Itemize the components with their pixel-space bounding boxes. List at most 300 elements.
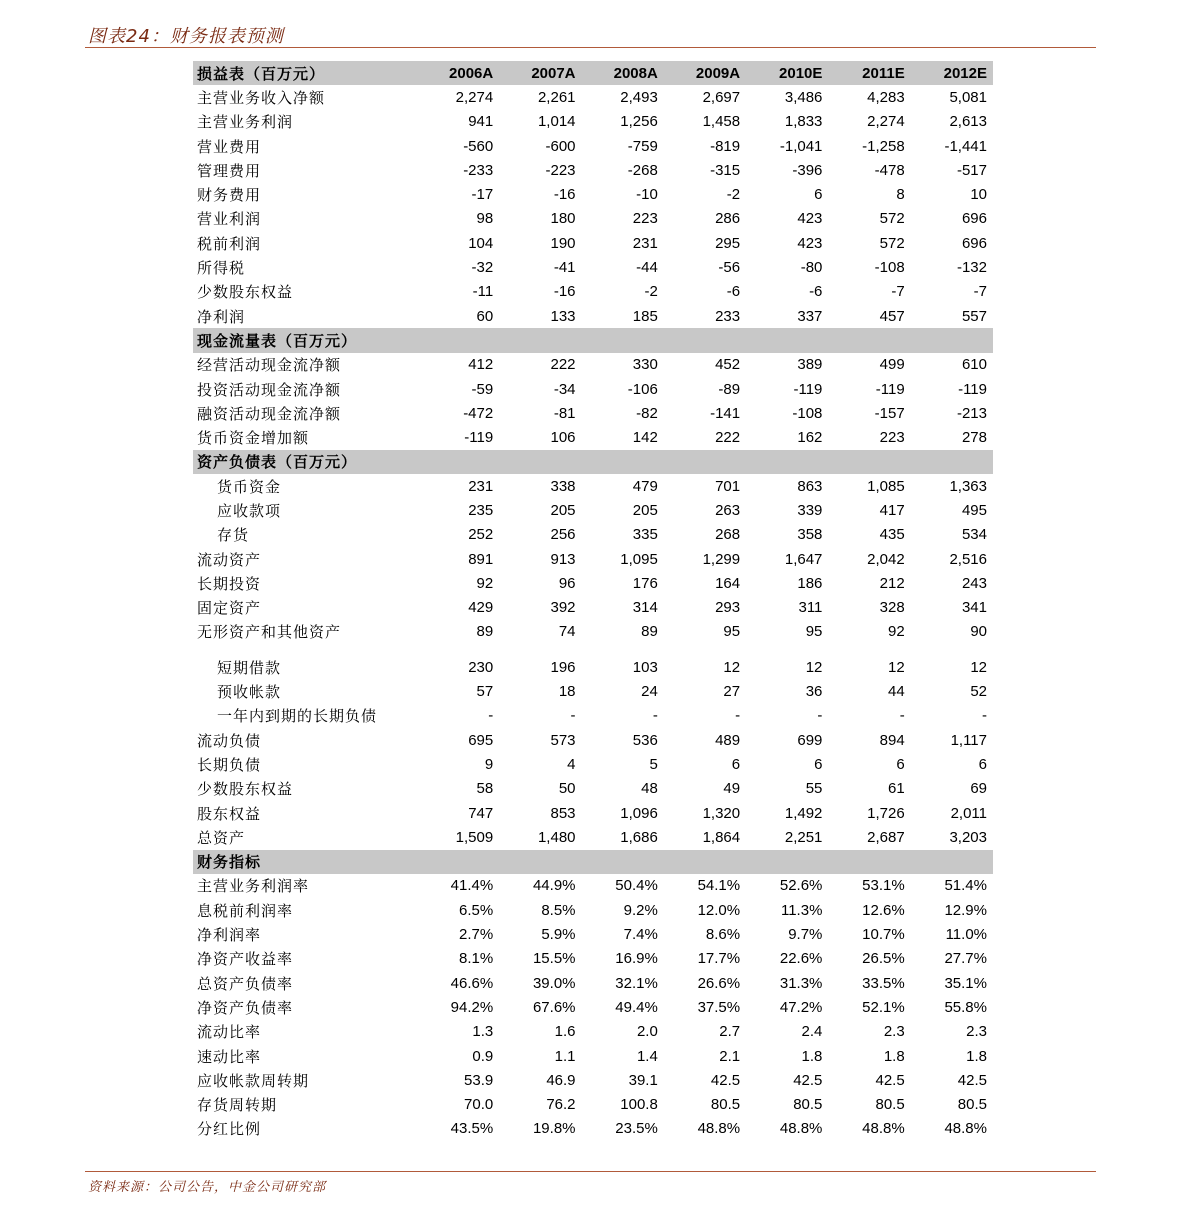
value-cell: 699 <box>797 731 823 749</box>
value-cell: 2,687 <box>867 828 905 846</box>
value-cell: - <box>817 707 823 725</box>
source-note: 资料来源：公司公告，中金公司研究部 <box>88 1180 327 1195</box>
section-title: 资产负债表（百万元） <box>197 453 358 472</box>
value-cell: 1,014 <box>537 113 576 131</box>
value-cell: 341 <box>961 599 987 617</box>
value-cell: -82 <box>636 404 658 422</box>
value-cell: 311 <box>798 599 823 617</box>
table-row <box>193 704 993 728</box>
value-cell: 22.6% <box>779 950 823 968</box>
table-row <box>193 655 993 679</box>
row-label: 经营活动现金流净额 <box>197 356 342 375</box>
value-cell: -6 <box>726 283 741 301</box>
value-cell: 50 <box>558 780 576 798</box>
table-row <box>193 182 993 206</box>
value-cell: 1,256 <box>620 113 658 131</box>
value-cell: 46.9 <box>546 1071 576 1089</box>
value-cell: 1,647 <box>784 550 823 568</box>
value-cell: -223 <box>545 161 576 179</box>
table-row <box>193 280 993 304</box>
value-cell: 6 <box>731 755 741 773</box>
table-row <box>193 85 993 109</box>
table-row <box>193 1020 993 1044</box>
value-cell: -157 <box>874 404 905 422</box>
value-cell: 39.0% <box>532 974 576 992</box>
value-cell: 268 <box>715 526 741 544</box>
value-cell: -59 <box>471 380 494 398</box>
row-label: 主营业务利润率 <box>197 877 310 896</box>
value-cell: 278 <box>961 429 987 447</box>
row-label: 主营业务利润 <box>197 113 294 132</box>
value-cell: 231 <box>468 477 494 495</box>
table-row <box>193 752 993 776</box>
value-cell: -119 <box>875 380 905 398</box>
table-row <box>193 679 993 703</box>
value-cell: 223 <box>632 210 658 228</box>
value-cell: 891 <box>468 550 494 568</box>
value-cell: 747 <box>468 804 494 822</box>
value-cell: 95 <box>723 623 741 641</box>
value-cell: 49 <box>723 780 741 798</box>
value-cell: -213 <box>956 404 987 422</box>
table-row <box>193 801 993 825</box>
value-cell: 2.3 <box>966 1023 987 1041</box>
value-cell: 205 <box>550 501 576 519</box>
value-cell: 894 <box>879 731 905 749</box>
value-cell: 11.3% <box>780 901 823 919</box>
value-cell: 52.6% <box>779 877 823 895</box>
value-cell: 94.2% <box>450 998 494 1016</box>
financial-forecast-table <box>193 61 993 1141</box>
year-header-cell: 2010E <box>779 64 823 82</box>
value-cell: 164 <box>715 574 741 592</box>
value-cell: 44.9% <box>532 877 576 895</box>
row-label: 流动比率 <box>197 1023 262 1042</box>
value-cell: 286 <box>715 210 741 228</box>
year-header-cell: 2007A <box>531 64 576 82</box>
value-cell: 76.2 <box>546 1096 576 1114</box>
value-cell: 103 <box>632 658 658 676</box>
table-row <box>193 922 993 946</box>
value-cell: 47.2% <box>779 998 823 1016</box>
value-cell: 479 <box>632 477 658 495</box>
value-cell: 573 <box>550 731 576 749</box>
value-cell: 230 <box>468 658 494 676</box>
value-cell: 231 <box>632 234 658 252</box>
value-cell: 1,096 <box>620 804 658 822</box>
table-row <box>193 947 993 971</box>
value-cell: 60 <box>476 307 494 325</box>
value-cell: -119 <box>464 429 494 447</box>
value-cell: 2.7 <box>719 1023 741 1041</box>
value-cell: 55 <box>805 780 823 798</box>
value-cell: 1,085 <box>867 477 905 495</box>
value-cell: 423 <box>797 234 823 252</box>
value-cell: -41 <box>553 259 576 277</box>
value-cell: 358 <box>797 526 823 544</box>
row-label: 应收帐款周转期 <box>197 1071 310 1090</box>
row-label: 货币资金增加额 <box>197 429 310 448</box>
value-cell: 412 <box>468 356 494 374</box>
value-cell: 1,299 <box>702 550 741 568</box>
value-cell: 1,726 <box>867 804 905 822</box>
value-cell: 9.2% <box>623 901 658 919</box>
value-cell: 52 <box>970 683 987 701</box>
table-row <box>193 596 993 620</box>
table-row <box>193 425 993 449</box>
value-cell: -315 <box>710 161 741 179</box>
section-title: 财务指标 <box>197 853 262 872</box>
table-row <box>193 110 993 134</box>
value-cell: -44 <box>636 259 658 277</box>
value-cell: 98 <box>476 210 494 228</box>
value-cell: 610 <box>961 356 987 374</box>
value-cell: 0.9 <box>472 1047 494 1065</box>
value-cell: 3,203 <box>949 828 987 846</box>
value-cell: 42.5 <box>710 1071 741 1089</box>
value-cell: 95 <box>805 623 823 641</box>
value-cell: 104 <box>468 234 494 252</box>
value-cell: 52.1% <box>862 998 905 1016</box>
row-label: 应收款项 <box>217 501 282 520</box>
row-label: 主营业务收入净额 <box>197 88 326 107</box>
section-header <box>193 450 993 474</box>
row-label: 营业利润 <box>197 210 262 229</box>
value-cell: 180 <box>550 210 576 228</box>
value-cell: 853 <box>550 804 576 822</box>
value-cell: - <box>652 707 658 725</box>
table-row <box>193 523 993 547</box>
value-cell: 5 <box>649 755 658 773</box>
top-divider <box>85 47 1096 48</box>
value-cell: 6 <box>896 755 905 773</box>
value-cell: 7.4% <box>623 926 658 944</box>
value-cell: 27.7% <box>944 950 987 968</box>
value-cell: -560 <box>463 137 494 155</box>
value-cell: 58 <box>476 780 494 798</box>
value-cell: 10.7% <box>862 926 905 944</box>
value-cell: 1,480 <box>537 828 576 846</box>
value-cell: 51.4% <box>944 877 987 895</box>
value-cell: 495 <box>961 501 987 519</box>
value-cell: 1,509 <box>455 828 494 846</box>
value-cell: 133 <box>550 307 576 325</box>
value-cell: 223 <box>879 429 905 447</box>
value-cell: 2,493 <box>620 88 658 106</box>
value-cell: 423 <box>797 210 823 228</box>
value-cell: 57 <box>476 683 494 701</box>
value-cell: 335 <box>632 526 658 544</box>
value-cell: 337 <box>797 307 823 325</box>
value-cell: 489 <box>715 731 741 749</box>
section-header <box>193 328 993 352</box>
value-cell: 2,042 <box>867 550 905 568</box>
value-cell: 701 <box>715 477 741 495</box>
table-row <box>193 377 993 401</box>
value-cell: -81 <box>553 404 576 422</box>
table-row <box>193 777 993 801</box>
value-cell: 212 <box>879 574 905 592</box>
year-header-cell: 2006A <box>449 64 494 82</box>
value-cell: 15.5% <box>532 950 576 968</box>
value-cell: 452 <box>715 356 741 374</box>
table-row <box>193 571 993 595</box>
row-label: 一年内到期的长期负债 <box>217 707 378 726</box>
value-cell: -16 <box>553 283 576 301</box>
value-cell: -7 <box>891 283 905 301</box>
value-cell: -517 <box>956 161 987 179</box>
value-cell: 696 <box>961 210 987 228</box>
value-cell: - <box>488 707 494 725</box>
value-cell: 205 <box>632 501 658 519</box>
table-row <box>193 1044 993 1068</box>
row-label: 长期负债 <box>197 755 262 774</box>
value-cell: 92 <box>888 623 905 641</box>
value-cell: 2.3 <box>883 1023 905 1041</box>
value-cell: 2.0 <box>636 1023 658 1041</box>
row-label: 无形资产和其他资产 <box>197 623 342 642</box>
row-label: 存货 <box>217 526 250 545</box>
value-cell: 1,492 <box>784 804 823 822</box>
table-row <box>193 1117 993 1141</box>
value-cell: 50.4% <box>615 877 658 895</box>
value-cell: -1,041 <box>779 137 823 155</box>
row-label: 营业费用 <box>197 137 262 156</box>
value-cell: 33.5% <box>862 974 905 992</box>
value-cell: 8 <box>896 186 905 204</box>
value-cell: 1,833 <box>784 113 823 131</box>
figure-title: 图表24：财务报表预测 <box>88 26 284 47</box>
value-cell: 1.4 <box>636 1047 658 1065</box>
row-label: 净资产收益率 <box>197 950 294 969</box>
value-cell: 42.5 <box>793 1071 823 1089</box>
year-header-cell: 2009A <box>695 64 741 82</box>
value-cell: -10 <box>636 186 658 204</box>
table-row <box>193 898 993 922</box>
value-cell: 23.5% <box>615 1120 658 1138</box>
value-cell: 80.5 <box>793 1096 823 1114</box>
value-cell: 2.4 <box>801 1023 823 1041</box>
value-cell: 69 <box>970 780 987 798</box>
value-cell: 695 <box>468 731 494 749</box>
value-cell: 536 <box>632 731 658 749</box>
value-cell: 92 <box>476 574 494 592</box>
value-cell: 328 <box>879 599 905 617</box>
value-cell: 26.5% <box>862 950 905 968</box>
value-cell: 572 <box>879 234 905 252</box>
value-cell: 1.6 <box>554 1023 576 1041</box>
value-cell: 6 <box>814 755 823 773</box>
value-cell: 36 <box>805 683 823 701</box>
value-cell: 252 <box>468 526 494 544</box>
value-cell: 41.4% <box>450 877 494 895</box>
value-cell: 96 <box>558 574 576 592</box>
value-cell: 1.3 <box>472 1023 494 1041</box>
value-cell: 6.5% <box>459 901 494 919</box>
value-cell: 90 <box>970 623 987 641</box>
value-cell: -56 <box>718 259 741 277</box>
value-cell: 863 <box>797 477 823 495</box>
value-cell: 263 <box>715 501 741 519</box>
value-cell: 2.7% <box>459 926 494 944</box>
table-row <box>193 547 993 571</box>
value-cell: 2,261 <box>537 88 576 106</box>
row-label: 净利润率 <box>197 926 262 945</box>
value-cell: 429 <box>468 599 494 617</box>
value-cell: 70.0 <box>464 1096 494 1114</box>
value-cell: 941 <box>468 113 494 131</box>
table-row <box>193 231 993 255</box>
value-cell: 80.5 <box>710 1096 741 1114</box>
row-label: 预收帐款 <box>217 683 282 702</box>
value-cell: -759 <box>627 137 658 155</box>
value-cell: -1,441 <box>944 137 987 155</box>
value-cell: -32 <box>471 259 494 277</box>
value-cell: 6 <box>978 755 987 773</box>
value-cell: 1,458 <box>702 113 741 131</box>
table-row <box>193 207 993 231</box>
value-cell: 696 <box>961 234 987 252</box>
value-cell: 5,081 <box>949 88 987 106</box>
table-row <box>193 304 993 328</box>
value-cell: 389 <box>797 356 823 374</box>
value-cell: 435 <box>879 526 905 544</box>
value-cell: 3,486 <box>784 88 823 106</box>
value-cell: 293 <box>715 599 741 617</box>
value-cell: 17.7% <box>697 950 741 968</box>
table-row <box>193 401 993 425</box>
value-cell: 80.5 <box>875 1096 905 1114</box>
value-cell: -396 <box>792 161 823 179</box>
value-cell: 417 <box>879 501 905 519</box>
value-cell: 457 <box>879 307 905 325</box>
row-label: 分红比例 <box>197 1120 262 1139</box>
value-cell: 499 <box>879 356 905 374</box>
value-cell: 2,516 <box>949 550 987 568</box>
value-cell: 89 <box>641 623 658 641</box>
value-cell: 53.1% <box>862 877 905 895</box>
value-cell: -472 <box>463 404 494 422</box>
row-label: 固定资产 <box>197 599 262 618</box>
value-cell: 2,274 <box>455 88 494 106</box>
value-cell: 48.8% <box>697 1120 741 1138</box>
value-cell: -600 <box>545 137 576 155</box>
value-cell: 176 <box>632 574 658 592</box>
value-cell: 243 <box>961 574 987 592</box>
value-cell: 572 <box>879 210 905 228</box>
value-cell: 142 <box>632 429 658 447</box>
value-cell: 42.5 <box>957 1071 987 1089</box>
row-label: 少数股东权益 <box>197 283 294 302</box>
value-cell: 1.8 <box>966 1047 987 1065</box>
value-cell: 8.6% <box>705 926 741 944</box>
table-row <box>193 971 993 995</box>
row-label: 长期投资 <box>197 574 262 593</box>
bottom-divider <box>85 1171 1096 1172</box>
section-header <box>193 61 993 85</box>
value-cell: -2 <box>726 186 741 204</box>
value-cell: 233 <box>715 307 741 325</box>
value-cell: 42.5 <box>875 1071 905 1089</box>
value-cell: 46.6% <box>450 974 494 992</box>
section-title: 损益表（百万元） <box>197 64 326 83</box>
value-cell: 196 <box>550 658 576 676</box>
value-cell: 11.0% <box>945 926 987 944</box>
value-cell: 5.9% <box>541 926 576 944</box>
value-cell: 6 <box>814 186 823 204</box>
table-row <box>193 728 993 752</box>
value-cell: 106 <box>550 429 576 447</box>
value-cell: -7 <box>973 283 987 301</box>
table-row <box>193 995 993 1019</box>
value-cell: 1,363 <box>949 477 987 495</box>
table-row <box>193 874 993 898</box>
value-cell: 162 <box>797 429 823 447</box>
value-cell: 222 <box>550 356 576 374</box>
row-label: 投资活动现金流净额 <box>197 380 342 399</box>
section-header <box>193 850 993 874</box>
value-cell: 26.6% <box>697 974 741 992</box>
value-cell: - <box>570 707 576 725</box>
value-cell: 1.8 <box>801 1047 823 1065</box>
row-label: 存货周转期 <box>197 1096 278 1115</box>
value-cell: - <box>899 707 905 725</box>
value-cell: 1,686 <box>620 828 658 846</box>
value-cell: 39.1 <box>628 1071 658 1089</box>
value-cell: 12.0% <box>697 901 741 919</box>
value-cell: 2,251 <box>784 828 823 846</box>
value-cell: 185 <box>632 307 658 325</box>
row-label: 流动负债 <box>197 731 262 750</box>
value-cell: 35.1% <box>944 974 987 992</box>
value-cell: 4 <box>567 755 576 773</box>
value-cell: 190 <box>550 234 576 252</box>
value-cell: 12.6% <box>862 901 905 919</box>
row-label: 税前利润 <box>197 234 262 253</box>
value-cell: 74 <box>558 623 576 641</box>
table-row <box>193 255 993 279</box>
year-header-cell: 2011E <box>862 64 905 82</box>
value-cell: -17 <box>471 186 494 204</box>
value-cell: 100.8 <box>620 1096 658 1114</box>
value-cell: 1,095 <box>620 550 658 568</box>
value-cell: 48.8% <box>944 1120 987 1138</box>
value-cell: 913 <box>550 550 576 568</box>
value-cell: 24 <box>641 683 658 701</box>
value-cell: - <box>735 707 741 725</box>
value-cell: 27 <box>723 683 741 701</box>
value-cell: 9 <box>484 755 494 773</box>
value-cell: 1,320 <box>702 804 741 822</box>
row-label: 融资活动现金流净额 <box>197 404 342 423</box>
value-cell: 330 <box>632 356 658 374</box>
value-cell: 339 <box>797 501 823 519</box>
value-cell: -89 <box>718 380 741 398</box>
value-cell: 8.5% <box>541 901 576 919</box>
value-cell: 2,697 <box>702 88 741 106</box>
value-cell: 2,613 <box>949 113 987 131</box>
value-cell: 12 <box>805 658 823 676</box>
row-label: 所得税 <box>197 259 246 278</box>
row-label: 短期借款 <box>217 658 282 677</box>
value-cell: -141 <box>710 404 741 422</box>
row-label: 财务费用 <box>197 186 262 205</box>
value-cell: -34 <box>553 380 576 398</box>
row-label: 净利润 <box>197 307 246 326</box>
value-cell: -11 <box>472 283 494 301</box>
value-cell: 44 <box>888 683 905 701</box>
table-row <box>193 825 993 849</box>
